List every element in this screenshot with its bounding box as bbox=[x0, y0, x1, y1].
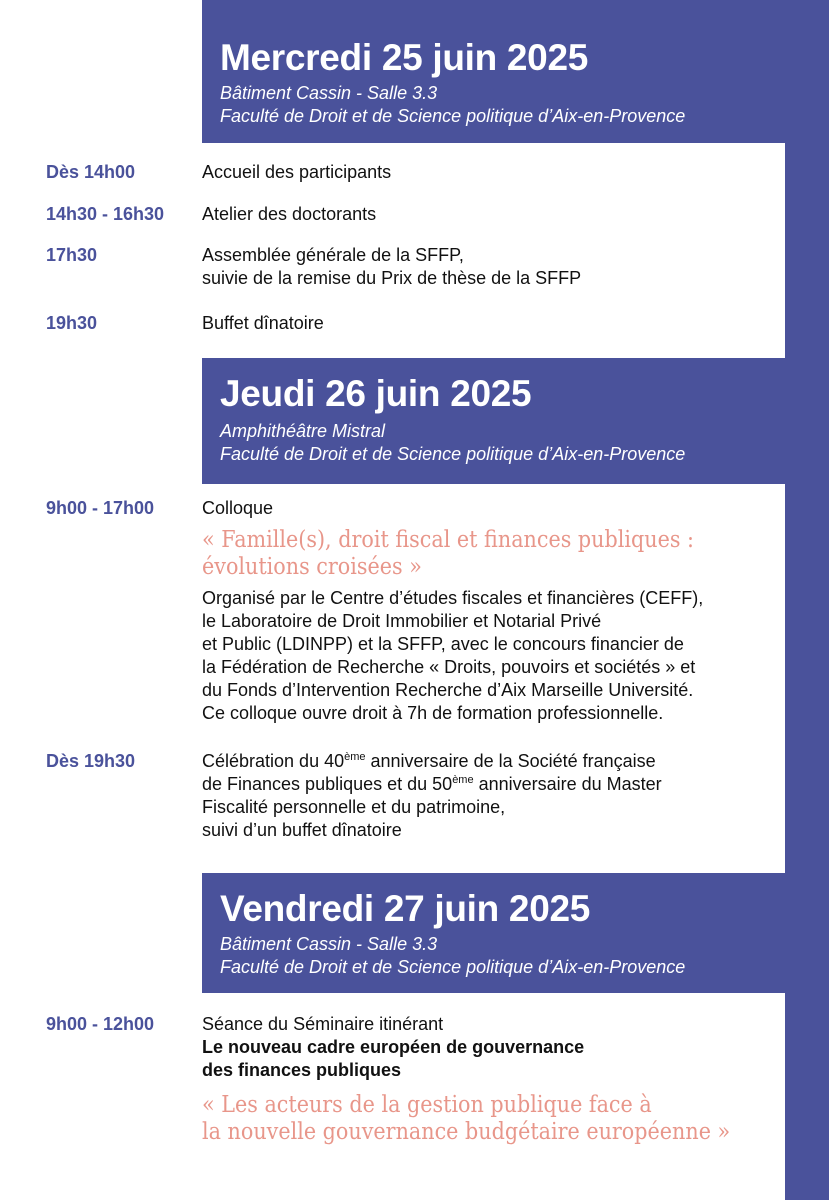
item-description bbox=[202, 750, 662, 842]
seminar-title-line: Le nouveau cadre européen de gouvernance bbox=[202, 1037, 585, 1057]
item-description bbox=[202, 312, 324, 335]
quote-line: « Famille(s), droit fiscal et finances publiques : bbox=[202, 527, 695, 553]
venue-faculty: Faculté de Droit et de Science politique d’Aix-en-Provence bbox=[220, 444, 686, 464]
description-line: suivi d’un buffet dînatoire bbox=[202, 820, 402, 840]
day-header-thursday bbox=[202, 358, 829, 484]
description-line: Organisé par le Centre d’études fiscales et financières (CEFF), bbox=[202, 588, 704, 608]
description-line: du Fonds d’Intervention Recherche d’Aix Marseille Université. bbox=[202, 680, 694, 700]
description-line: le Laboratoire de Droit Immobilier et Notarial Privé bbox=[202, 611, 602, 631]
description-line: Atelier des doctorants bbox=[202, 204, 377, 224]
time-label: 9h00 - 12h00 bbox=[46, 1014, 155, 1034]
item-heading: Colloque bbox=[202, 498, 274, 518]
time-label: 9h00 - 17h00 bbox=[46, 498, 155, 518]
time-label: 19h30 bbox=[46, 313, 98, 333]
description-line: de Finances publiques et du 50ème anniversaire du Master bbox=[202, 774, 662, 794]
item-description bbox=[202, 161, 391, 184]
item-description bbox=[202, 203, 376, 226]
item-description bbox=[202, 244, 581, 290]
day-header-friday bbox=[202, 873, 829, 993]
description-line: Ce colloque ouvre droit à 7h de formation professionnelle. bbox=[202, 703, 664, 723]
description-line: suivie de la remise du Prix de thèse de la SFFP bbox=[202, 268, 582, 288]
seminar-title-line: des finances publiques bbox=[202, 1060, 402, 1080]
venue-building: Amphithéâtre Mistral bbox=[220, 421, 386, 441]
quote-line: la nouvelle gouvernance budgétaire européenne » bbox=[202, 1119, 731, 1145]
venue-building: Bâtiment Cassin - Salle 3.3 bbox=[220, 934, 438, 954]
description-line: Célébration du 40ème anniversaire de la Société française bbox=[202, 751, 656, 771]
day-title: Jeudi 26 juin 2025 bbox=[220, 373, 532, 414]
time-label: Dès 14h00 bbox=[46, 162, 136, 182]
venue-faculty: Faculté de Droit et de Science politique d’Aix-en-Provence bbox=[220, 957, 686, 977]
venue-faculty: Faculté de Droit et de Science politique d’Aix-en-Provence bbox=[220, 106, 686, 126]
quote-line: « Les acteurs de la gestion publique face à bbox=[202, 1092, 652, 1118]
time-label: 17h30 bbox=[46, 245, 98, 265]
right-decorative-strip bbox=[785, 0, 829, 1200]
colloquium-organizers bbox=[202, 587, 703, 725]
time-label: Dès 19h30 bbox=[46, 751, 136, 771]
seminar-quote bbox=[202, 1092, 730, 1146]
description-line: et Public (LDINPP) et la SFFP, avec le concours financier de bbox=[202, 634, 684, 654]
item-heading bbox=[202, 1013, 584, 1082]
description-line: la Fédération de Recherche « Droits, pouvoirs et sociétés » et bbox=[202, 657, 696, 677]
description-line: Buffet dînatoire bbox=[202, 313, 324, 333]
description-line: Assemblée générale de la SFFP, bbox=[202, 245, 464, 265]
day-header-wednesday bbox=[202, 0, 829, 143]
venue-building: Bâtiment Cassin - Salle 3.3 bbox=[220, 83, 438, 103]
quote-line: évolutions croisées » bbox=[202, 554, 422, 580]
description-line: Fiscalité personnelle et du patrimoine, bbox=[202, 797, 506, 817]
day-title: Mercredi 25 juin 2025 bbox=[220, 37, 589, 78]
description-line: Séance du Séminaire itinérant bbox=[202, 1014, 444, 1034]
colloquium-title-quote bbox=[202, 527, 694, 581]
time-label: 14h30 - 16h30 bbox=[46, 204, 165, 224]
day-title: Vendredi 27 juin 2025 bbox=[220, 888, 591, 929]
description-line: Accueil des participants bbox=[202, 162, 392, 182]
